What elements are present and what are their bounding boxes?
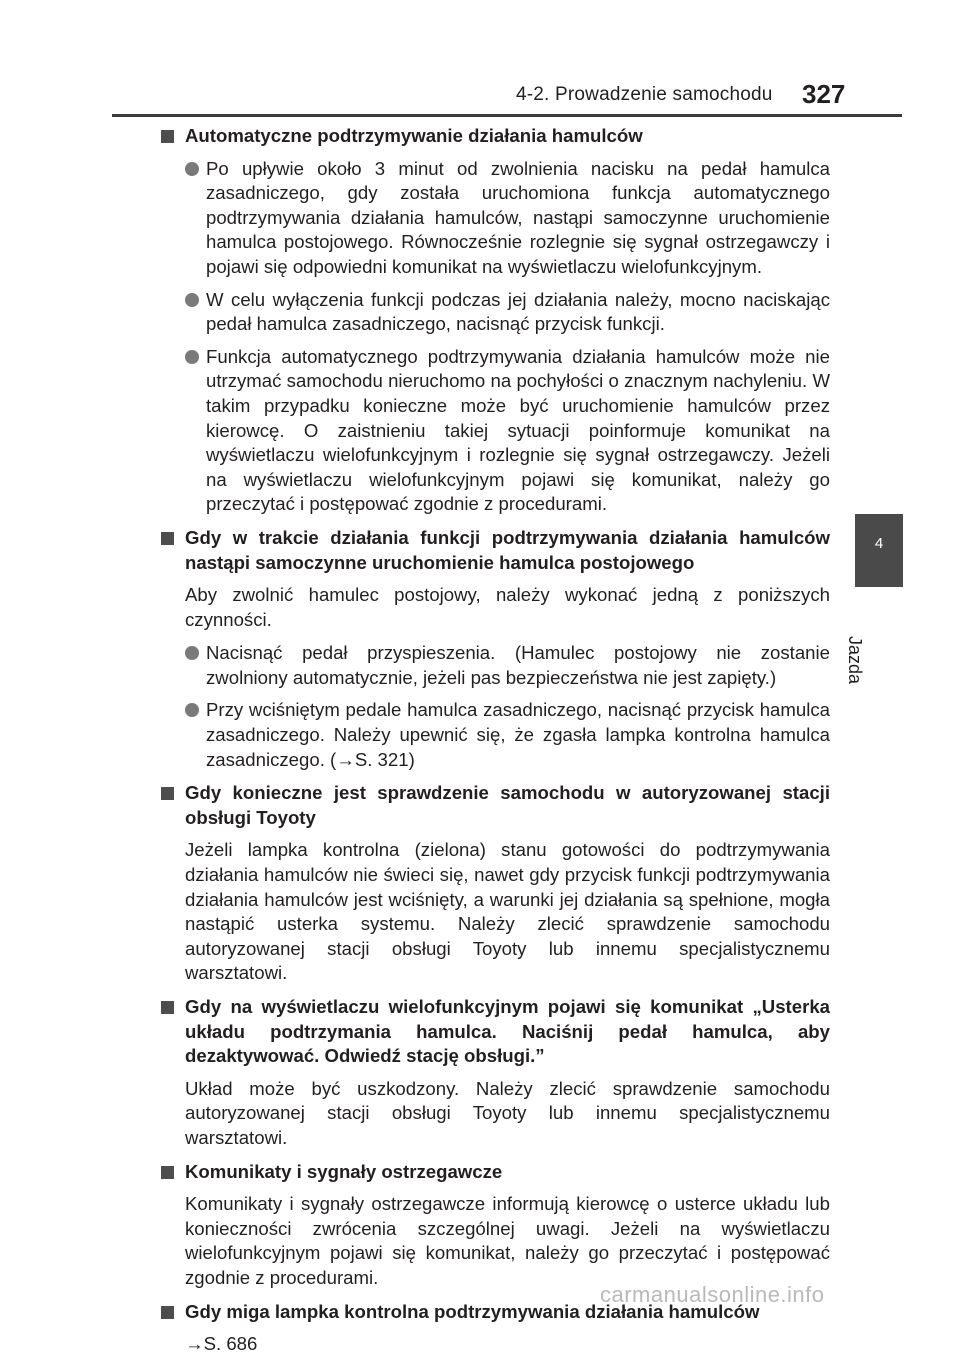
- section-heading: Gdy na wyświetlaczu wielofunkcyjnym pojawi się komunikat „Usterka układu podtrzymania hamulca. Naciśnij pedał hamulca, aby dezaktywować. Odwiedź stację obsługi.”: [155, 995, 830, 1069]
- page-reference-link[interactable]: →S. 686: [185, 1333, 258, 1355]
- section-heading: Komunikaty i sygnały ostrzegawcze: [155, 1160, 830, 1185]
- section-text: Układ może być uszkodzony. Należy zlecić sprawdzenie samochodu autoryzowanej stacji obsługi Toyoty lub innemu specjalistycznemu warsztatowi.: [185, 1077, 830, 1148]
- list-item: W celu wyłączenia funkcji podczas jej działania należy, mocno naciskając pedał hamulca zasadniczego, nacisnąć przycisk funkcji.: [155, 288, 830, 337]
- square-bullet-icon: [161, 1166, 174, 1179]
- header-divider: [112, 114, 902, 117]
- section-warnings: [155, 1160, 830, 1291]
- list-item: Po upływie około 3 minut od zwolnienia nacisku na pedał hamulca zasadniczego, gdy została uruchomiona funkcja automatycznego podtrzymywania działania hamulców, nastąpi samoczynne uruchomienie hamulca postojowego. Równocześnie rozlegnie się sygnał ostrzegawczy i pojawi się odpowiedni komunikat na wyświetlaczu wielofunkcyjnym.: [155, 157, 830, 280]
- section-heading: Gdy konieczne jest sprawdzenie samochodu w autoryzowanej stacji obsługi Toyoty: [155, 781, 830, 830]
- section-heading: Gdy w trakcie działania funkcji podtrzymywania działania hamulców nastąpi samoczynne uruchomienie hamulca postojowego: [155, 526, 830, 575]
- page-header: [0, 0, 960, 120]
- square-bullet-icon: [161, 1306, 174, 1319]
- list-item: Przy wciśniętym pedale hamulca zasadniczego, nacisnąć przycisk hamulca zasadniczego. Należy upewnić się, że zgasła lampka kontrolna hamulca zasadniczego. (→S. 321): [155, 698, 830, 772]
- circle-bullet-icon: [185, 646, 199, 660]
- section-malfunction-message: [155, 995, 830, 1151]
- section-title: 4-2. Prowadzenie samochodu: [516, 84, 773, 105]
- section-text: Jeżeli lampka kontrolna (zielona) stanu gotowości do podtrzymywania działania hamulców nie świeci się, nawet gdy przycisk funkcji podtrzymywania działania hamulców jest wciśnięty, a warunki jej działania są spełnione, mogła nastąpić usterka systemu. Należy zlecić sprawdzenie samochodu autoryzowanej stacji obsługi Toyoty lub innemu specjalistycznemu warsztatowi.: [185, 839, 830, 984]
- list-item: Nacisnąć pedał przyspieszenia. (Hamulec postojowy nie zostanie zwolniony automatycznie, jeżeli pas bezpieczeństwa nie jest zapięty.): [155, 641, 830, 690]
- square-bullet-icon: [161, 1001, 174, 1014]
- chapter-label-text: Jazda: [845, 636, 865, 685]
- circle-bullet-icon: [185, 350, 199, 364]
- section-text: Komunikaty i sygnały ostrzegawcze informują kierowcę o usterce układu lub konieczności zwrócenia szczególnej uwagi. Jeżeli na wyświetlaczu wielofunkcyjnym pojawi się komunikat, należy go przeczytać i postępować zgodnie z procedurami.: [185, 1193, 830, 1288]
- page-number: 327: [802, 79, 846, 109]
- circle-bullet-icon: [185, 703, 199, 717]
- section-heading: Automatyczne podtrzymywanie działania hamulców: [155, 124, 830, 149]
- list-item: Funkcja automatycznego podtrzymywania działania hamulców może nie utrzymać samochodu nieruchomo na pochyłości o znacznym nachyleniu. W takim przypadku konieczne może być uruchomienie hamulców przez kierowcę. O zaistnieniu takiej sytuacji poinformuje komunikat na wyświetlaczu wielofunkcyjnym i rozlegnie się sygnał ostrzegawczy. Jeżeli na wyświetlaczu wielofunkcyjnym pojawi się komunikat, należy go przeczytać i postępować zgodnie z procedurami.: [155, 345, 830, 517]
- page-content: [155, 124, 830, 1366]
- section-heading: Gdy miga lampka kontrolna podtrzymywania działania hamulców: [155, 1300, 830, 1325]
- section-indicator-flashing: [155, 1300, 830, 1357]
- section-service-check: [155, 781, 830, 986]
- circle-bullet-icon: [185, 162, 199, 176]
- square-bullet-icon: [161, 532, 174, 545]
- square-bullet-icon: [161, 787, 174, 800]
- watermark: carmanualsonline.info: [600, 1282, 825, 1307]
- square-bullet-icon: [161, 130, 174, 143]
- section-auto-hold: [155, 124, 830, 517]
- circle-bullet-icon: [185, 293, 199, 307]
- section-parking-brake-release: [155, 526, 830, 772]
- chapter-tab[interactable]: 4: [855, 514, 903, 587]
- section-text: Aby zwolnić hamulec postojowy, należy wykonać jedną z poniższych czynności.: [185, 584, 830, 630]
- chapter-label: [845, 590, 905, 685]
